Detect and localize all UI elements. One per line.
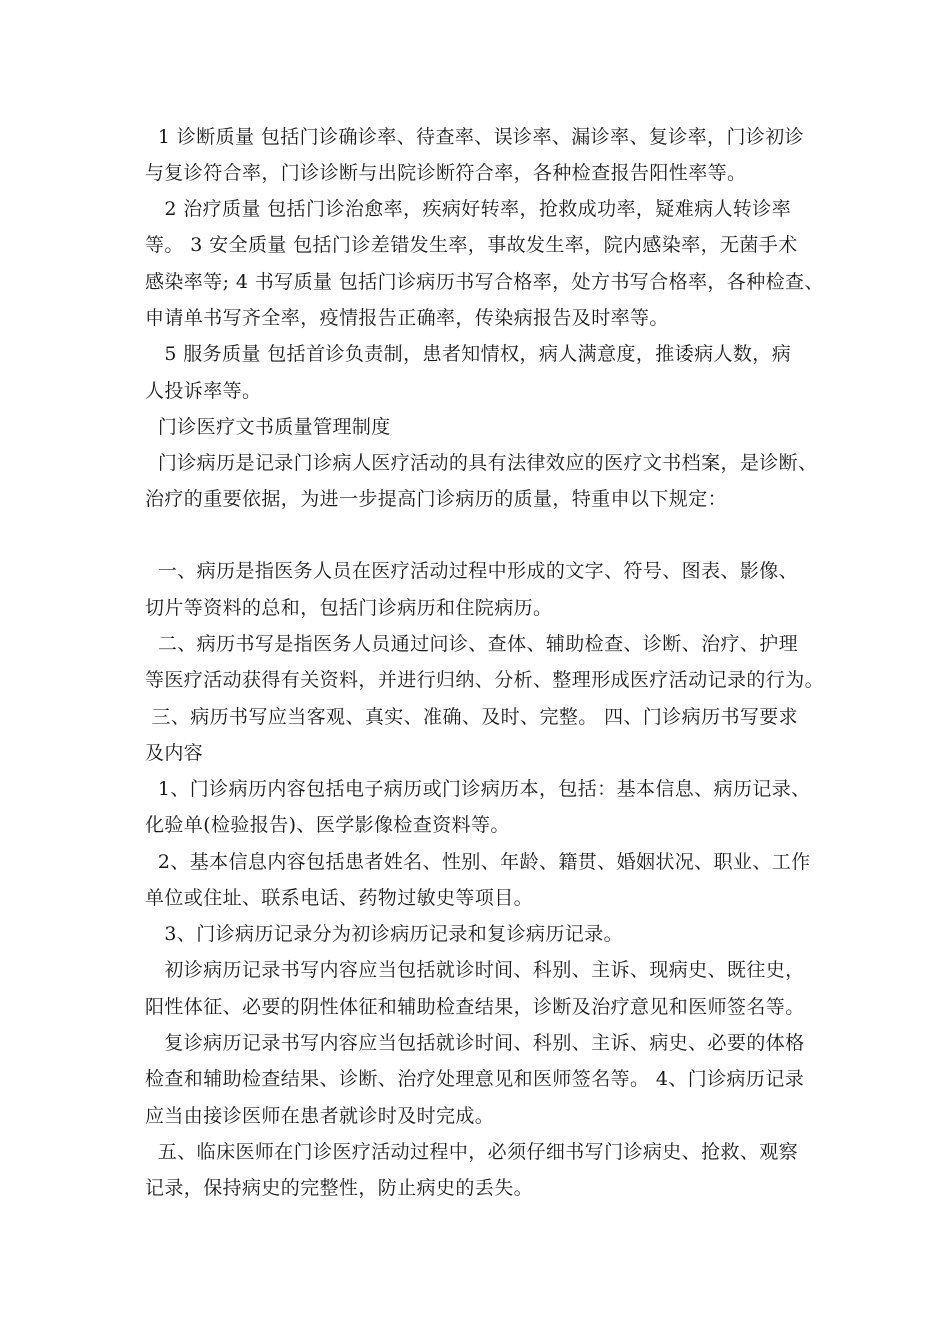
text-line: 三、病历书写应当客观、真实、准确、及时、完整。 四、门诊病历书写要求 [145, 706, 799, 728]
text-line: 化验单(检验报告)、医学影像检查资料等。 [145, 814, 510, 836]
text-line: 治疗的重要依据，为进一步提高门诊病历的质量，特重申以下规定： [145, 488, 728, 510]
text-line: 二、病历书写是指医务人员通过问诊、查体、辅助检查、诊断、治疗、护理 [145, 633, 799, 655]
text-line: 等。 3 安全质量 包括门诊差错发生率，事故发生率，院内感染率，无菌手术 [145, 234, 798, 256]
text-line: 等医疗活动获得有关资料，并进行归纳、分析、整理形成医疗活动记录的行为。 [145, 669, 825, 691]
text-line: 切片等资料的总和，包括门诊病历和住院病历。 [145, 597, 553, 619]
text-line: 3、门诊病历记录分为初诊病历记录和复诊病历记录。 [145, 923, 624, 945]
text-line: 门诊病历是记录门诊病人医疗活动的具有法律效应的医疗文书档案，是诊断、 [145, 452, 818, 474]
text-line: 5 服务质量 包括首诊负责制，患者知情权，病人满意度，推诿病人数，病 [145, 343, 792, 365]
text-line: 应当由接诊医师在患者就诊时及时完成。 [145, 1105, 495, 1127]
text-line: 阳性体征、必要的阴性体征和辅助检查结果，诊断及治疗意见和医师签名等。 [145, 996, 805, 1018]
text-line: 人投诉率等。 [145, 380, 262, 402]
text-line: 1、门诊病历内容包括电子病历或门诊病历本，包括：基本信息、病历记录、 [145, 778, 811, 800]
text-line: 初诊病历记录书写内容应当包括就诊时间、科别、主诉、现病史、既往史， [145, 959, 805, 981]
text-line: 及内容 [145, 742, 204, 764]
text-line: 与复诊符合率，门诊诊断与出院诊断符合率，各种检查报告阳性率等。 [145, 162, 747, 184]
text-line: 感染率等; 4 书写质量 包括门诊病历书写合格率，处方书写合格率，各种检查、 [145, 271, 824, 293]
text-line: 2、基本信息内容包括患者姓名、性别、年龄、籍贯、婚姻状况、职业、工作 [145, 851, 811, 873]
text-line: 检查和辅助检查结果、诊断、治疗处理意见和医师签名等。 4、门诊病历记录 [145, 1068, 805, 1090]
text-line: 2 治疗质量 包括门诊治愈率，疾病好转率，抢救成功率，疑难病人转诊率 [145, 198, 792, 220]
text-line: 一、病历是指医务人员在医疗活动过程中形成的文字、符号、图表、影像、 [145, 560, 799, 582]
text-line: 记录，保持病史的完整性，防止病史的丢失。 [145, 1177, 534, 1199]
text-line: 单位或住址、联系电话、药物过敏史等项目。 [145, 887, 534, 909]
text-line: 申请单书写齐全率，疫情报告正确率，传染病报告及时率等。 [145, 307, 669, 329]
text-line: 1 诊断质量 包括门诊确诊率、待查率、误诊率、漏诊率、复诊率，门诊初诊 [145, 126, 805, 148]
text-line: 五、临床医师在门诊医疗活动过程中，必须仔细书写门诊病史、抢救、观察 [145, 1141, 799, 1163]
section-heading: 门诊医疗文书质量管理制度 [145, 416, 391, 438]
text-line: 复诊病历记录书写内容应当包括就诊时间、科别、主诉、病史、必要的体格 [145, 1032, 805, 1054]
